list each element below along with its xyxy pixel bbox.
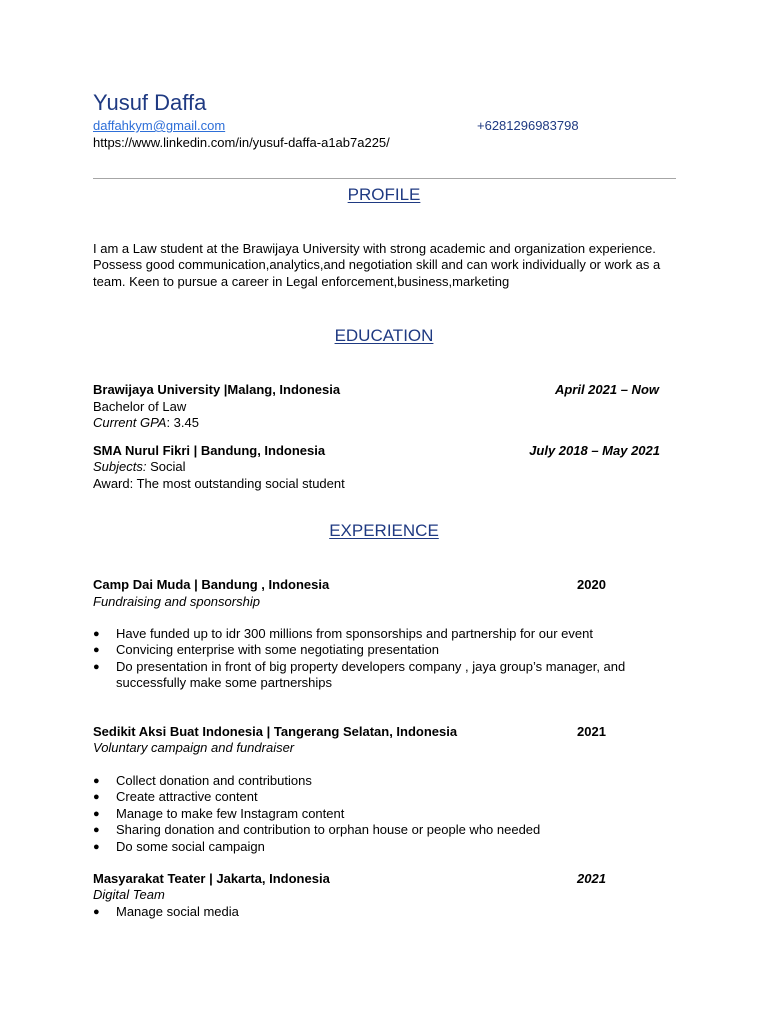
education-date: April 2021 – Now (554, 382, 659, 397)
email-link[interactable]: daffahkym@gmail.com (93, 118, 226, 133)
education-date: July 2018 – May 2021 (529, 443, 660, 458)
experience-bullet-list (93, 904, 653, 920)
experience-role: Voluntary campaign and fundraiser (93, 740, 295, 755)
experience-role: Digital Team (93, 887, 165, 902)
profile-text: I am a Law student at the Brawijaya University with strong academic and organization experience. Possess good communication,analytics,and negotiation skill and can work individually or work as a team. Keen to pursue a career in Legal enforcement,business,marketing (93, 241, 661, 289)
profile-heading: PROFILE (347, 185, 421, 204)
list-item: ● Have funded up to idr 300 millions from sponsorships and partnership for our event (93, 626, 653, 642)
education-subjects: Subjects: Social (93, 459, 186, 474)
education-title: Brawijaya University |Malang, Indonesia (93, 382, 341, 397)
experience-title: Masyarakat Teater | Jakarta, Indonesia (93, 871, 330, 886)
header-divider (93, 178, 676, 179)
list-item: ● Sharing donation and contribution to orphan house or people who needed (93, 822, 653, 838)
education-award: Award: The most outstanding social student (93, 476, 345, 491)
education-heading: EDUCATION (334, 326, 434, 345)
education-title: SMA Nurul Fikri | Bandung, Indonesia (93, 443, 326, 458)
experience-heading: EXPERIENCE (329, 521, 439, 540)
experience-title: Camp Dai Muda | Bandung , Indonesia (93, 577, 330, 592)
list-item: ● Convicing enterprise with some negotiating presentation (93, 642, 653, 658)
experience-bullet-list (93, 626, 653, 692)
education-degree: Bachelor of Law (93, 399, 187, 414)
education-gpa: Current GPA: 3.45 (93, 415, 199, 430)
linkedin-url: https://www.linkedin.com/in/yusuf-daffa-a1ab7a225/ (93, 135, 390, 150)
list-item: ● Manage to make few Instagram content (93, 806, 653, 822)
list-item: ● Collect donation and contributions (93, 773, 653, 789)
list-item: ● Do some social campaign (93, 839, 653, 855)
candidate-name: Yusuf Daffa (93, 90, 207, 115)
experience-year: 2020 (577, 577, 606, 592)
experience-year: 2021 (577, 724, 606, 739)
list-item: ● Do presentation in front of big property developers company , jaya group’s manager, and successfully make some partnerships (93, 659, 653, 692)
experience-year: 2021 (577, 871, 606, 886)
experience-role: Fundraising and sponsorship (93, 594, 260, 609)
phone-number: +6281296983798 (477, 118, 579, 133)
list-item: ● Create attractive content (93, 789, 653, 805)
list-item: ● Manage social media (93, 904, 653, 920)
experience-bullet-list (93, 773, 653, 855)
experience-title: Sedikit Aksi Buat Indonesia | Tangerang Selatan, Indonesia (93, 724, 458, 739)
